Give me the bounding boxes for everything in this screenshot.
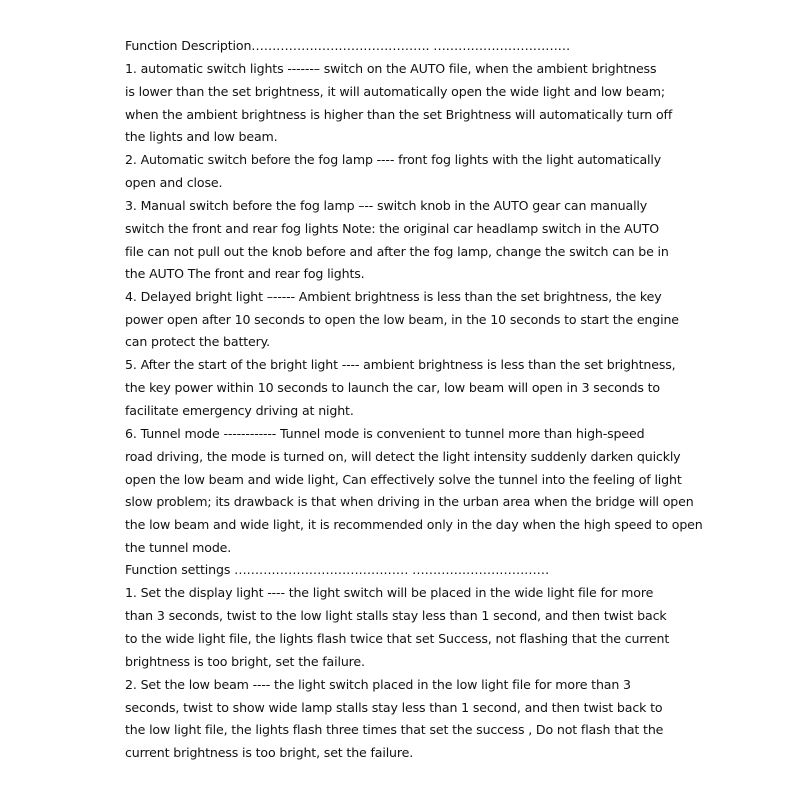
text-line: 6. Tunnel mode ------------ Tunnel mode is convenient to tunnel more than high-speed [125,426,645,441]
text-line: open the low beam and wide light, Can effectively solve the tunnel into the feeling of light [125,472,682,487]
text-line: switch the front and rear fog lights Note: the original car headlamp switch in the AUTO [125,221,659,236]
text-line: the lights and low beam. [125,129,278,144]
text-line: 3. Manual switch before the fog lamp –-- switch knob in the AUTO gear can manually [125,198,648,213]
text-line: slow problem; its drawback is that when driving in the urban area when the bridge will open [125,494,694,509]
text-line: seconds, twist to show wide lamp stalls stay less than 1 second, and then twist back to [125,700,663,715]
text-line: current brightness is too bright, set the failure. [125,745,414,760]
text-line: 2. Set the low beam ---- the light switch placed in the low light file for more than 3 [125,677,631,692]
text-line: brightness is too bright, set the failure. [125,654,365,669]
text-line: file can not pull out the knob before and after the fog lamp, change the switch can be in [125,244,669,259]
text-line: when the ambient brightness is higher than the set Brightness will automatically turn off [125,107,673,122]
text-line: 5. After the start of the bright light ---- ambient brightness is less than the set brightness, [125,357,676,372]
text-line: 1. Set the display light ---- the light switch will be placed in the wide light file for more [125,585,654,600]
section-heading-function-description: Function Description……………………………………. …………………………… [125,38,571,53]
text-line: 4. Delayed bright light –----- Ambient brightness is less than the set brightness, the key [125,289,662,304]
text-line: the low light file, the lights flash three times that set the success , Do not flash that the [125,722,664,737]
text-line: road driving, the mode is turned on, will detect the light intensity suddenly darken quickly [125,449,681,464]
text-line: 2. Automatic switch before the fog lamp ---- front fog lights with the light automatically [125,152,662,167]
section-heading-function-settings: Function settings …………………………………… …………………………… [125,562,550,577]
text-line: power open after 10 seconds to open the low beam, in the 10 seconds to start the engine [125,312,679,327]
text-line: open and close. [125,175,223,190]
text-line: to the wide light file, the lights flash twice that set Success, not flashing that the current [125,631,670,646]
text-line: 1. automatic switch lights ------– switch on the AUTO file, when the ambient brightness [125,61,657,76]
text-line: the tunnel mode. [125,540,232,555]
text-line: facilitate emergency driving at night. [125,403,354,418]
text-line: the AUTO The front and rear fog lights. [125,266,365,281]
text-line: is lower than the set brightness, it will automatically open the wide light and low beam; [125,84,665,99]
text-line: the key power within 10 seconds to launch the car, low beam will open in 3 seconds to [125,380,660,395]
text-line: than 3 seconds, twist to the low light stalls stay less than 1 second, and then twist back [125,608,667,623]
text-line: can protect the battery. [125,334,271,349]
text-line: the low beam and wide light, it is recommended only in the day when the high speed to open [125,517,703,532]
